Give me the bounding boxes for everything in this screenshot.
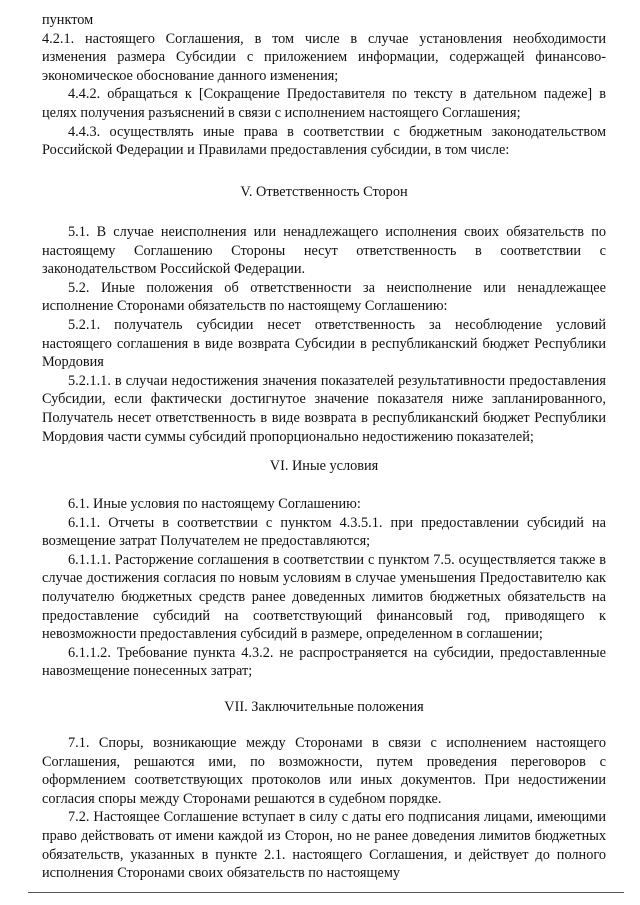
section-7-text (42, 734, 606, 883)
section-heading-5: V. Ответственность Сторон (240, 184, 408, 200)
page-bottom-divider (28, 892, 624, 893)
section-5-text (42, 223, 606, 446)
paragraph: пунктом (42, 12, 94, 28)
paragraph: 6.1.1. Отчеты в соответствии с пунктом 4.3.5.1. при предоставлении субсидий на возмещение затрат Получателем не предоставляются; (42, 514, 606, 550)
paragraph: 4.4.2. обращаться к [Сокращение Предоставителя по тексту в дательном падеже] в целях получения разъяснений в связи с исполнением настоящего Соглашения; (42, 86, 606, 121)
section-heading-7: VII. Заключительные положения (224, 699, 424, 715)
top-text-block (42, 11, 606, 160)
paragraph: 7.1. Споры, возникающие между Сторонами в связи с исполнением настоящего Соглашения, решаются ими, по возможности, путем проведения переговоров с оформлением соответствующих протоколов или иных документов. При недостижении согласия споры между Сторонами решаются в судебном порядке. (42, 735, 606, 807)
paragraph: 6.1. Иные условия по настоящему Соглашению: (68, 496, 361, 512)
paragraph: 7.2. Настоящее Соглашение вступает в силу с даты его подписания лицами, имеющими право действовать от имени каждой из Сторон, но не ранее доведения лимитов бюджетных обязательств, указанных в пункте 2.1. настоящего Соглашения, и действует до полного исполнения Сторонами своих обязательств по настоящему (42, 809, 606, 882)
paragraph: 6.1.1.2. Требование пункта 4.3.2. не распространяется на субсидии, предоставленные навозмещение понесенных затрат; (42, 644, 606, 680)
paragraph: 4.2.1. настоящего Соглашения, в том числе в случае установления необходимости изменения размера Субсидии с приложением информации, содержащей финансово-экономическое обоснование данного изменения; (42, 30, 606, 84)
paragraph: 5.2.1.1. в случаи недостижения значения показателей результативности предоставления Субсидии, если фактически достигнутое значение показателя ниже запланированного, Получатель несет ответственность в виде возврата в республиканский бюджет Республики Мордовия части суммы субсидий пропорционально недостижению показателей; (42, 372, 606, 445)
paragraph: 5.2.1. получатель субсидии несет ответственность за несоблюдение условий настоящего соглашения в виде возврата Субсидии в республиканский бюджет Республики Мордовия (42, 316, 606, 371)
paragraph: 5.1. В случае неисполнения или ненадлежащего исполнения своих обязательств по настоящему Соглашению Стороны несут ответственность в соответствии с законодательством Российской Федерации. (42, 224, 606, 278)
paragraph: 5.2. Иные положения об ответственности за неисполнение или ненадлежащее исполнение Сторонами обязательств по настоящему Соглашению: (42, 279, 606, 315)
section-6-text (42, 495, 606, 681)
section-heading-6: VI. Иные условия (269, 458, 379, 474)
paragraph: 4.4.3. осуществлять иные права в соответствии с бюджетным законодательством Российской Федерации и Правилами предоставления субсидии, в том числе: (42, 123, 606, 159)
paragraph: 6.1.1.1. Расторжение соглашения в соответствии с пунктом 7.5. осуществляется также в случае достижения согласия по новым условиям в случае уменьшения Предоставителю как получателю бюджетных средств ранее доведенных лимитов бюджетных обязательств на предоставление субсидий на соответствующий финансовый год, приводящего к невозможности предоставления субсидий в размере, определенном в соглашении; (42, 551, 606, 643)
